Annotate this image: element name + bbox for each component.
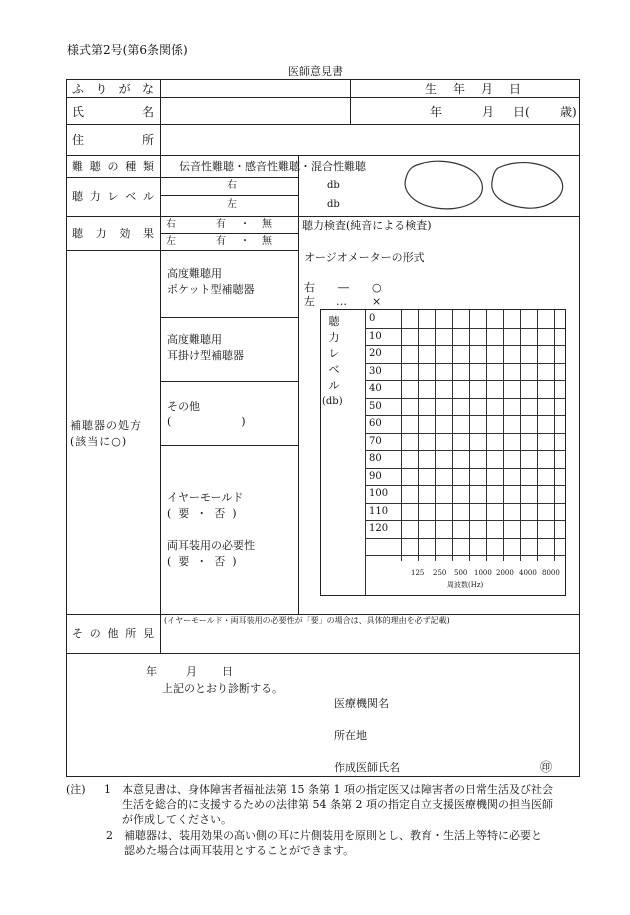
note2-line1: 補聴器は、装用効果の高い側の耳に片側装用を原則とし、教育・生活上等特に必要と xyxy=(124,829,542,842)
audiometer-label: オージオメーターの形式 xyxy=(304,251,425,264)
db-tick-label: 10 xyxy=(369,331,382,342)
diag-day: 日 xyxy=(222,665,233,678)
db-tick-label: 100 xyxy=(369,488,389,499)
grid-col-line xyxy=(435,310,436,561)
db-tick-label: 90 xyxy=(369,471,382,482)
grid-row-line xyxy=(365,450,565,451)
effect-left-label: 左 xyxy=(166,236,176,247)
test-title: 聴力検査(純音による検査) xyxy=(302,219,432,232)
effect-left-dot: ・ xyxy=(240,236,250,247)
other-line2[interactable]: ( ) xyxy=(167,415,246,428)
freq-tick-label: 4000 xyxy=(519,569,537,577)
grid-col-line xyxy=(418,310,419,561)
effect-left-no[interactable]: 無 xyxy=(262,236,272,247)
diag-month: 月 xyxy=(186,665,197,678)
type-label: 難 聴 の 種 類 xyxy=(72,160,154,173)
location-label: 所在地 xyxy=(334,729,367,742)
effect-label: 聴 力 効 果 xyxy=(72,227,154,240)
grid-col-line xyxy=(452,310,453,561)
effect-right-dot: ・ xyxy=(240,219,250,230)
ear-line1: 高度難聴用 xyxy=(167,333,222,346)
name-label: 氏 名 xyxy=(72,105,154,119)
grid-col-line xyxy=(537,310,538,561)
birth-date-label: 生 年 月 日 xyxy=(425,82,521,96)
address-label: 住 所 xyxy=(72,133,154,147)
mold-line2[interactable]: ( 要 ・ 否 ) xyxy=(167,507,237,520)
note1-line2: 生活を総合的に支援するための法律第 54 条第 2 項の指定自立支援医療機関の担当医師 xyxy=(122,798,553,811)
form-title: 医師意見書 xyxy=(288,65,343,78)
db-tick-label: 80 xyxy=(369,453,382,464)
grid-row-line xyxy=(365,433,565,434)
ear-line2[interactable]: 耳掛け型補聴器 xyxy=(167,349,244,362)
grid-row-line xyxy=(365,468,565,469)
grid-row-line xyxy=(365,520,565,521)
grid-row-line xyxy=(365,345,565,346)
freq-tick-label: 250 xyxy=(433,569,447,577)
grid-col-line xyxy=(469,310,470,561)
db-tick-label: 30 xyxy=(369,366,382,377)
legend-left-label: 左 xyxy=(304,295,315,308)
doctor-label: 作成医師氏名 xyxy=(334,761,400,774)
db-tick-label: 70 xyxy=(369,436,382,447)
db-tick-label: 110 xyxy=(369,506,389,517)
legend-right-mark: ○ xyxy=(372,281,382,294)
address-field[interactable] xyxy=(160,124,580,155)
grid-row-line xyxy=(365,555,565,556)
db-tick-label: 40 xyxy=(369,383,382,394)
seal-mark: ㊞ xyxy=(540,760,553,774)
grid-row-line xyxy=(365,328,565,329)
freq-axis-label: 周波数(Hz) xyxy=(447,581,484,589)
grid-col-line xyxy=(554,310,555,561)
note1-number: 1 xyxy=(104,783,111,796)
prescription-sub: (該当に○) xyxy=(70,435,128,448)
both-line1: 両耳装用の必要性 xyxy=(167,539,255,552)
freq-tick-label: 2000 xyxy=(496,569,514,577)
pocket-line2[interactable]: ポケット型補聴器 xyxy=(167,283,255,296)
note2-line2: 認めた場合は両耳装用とすることができます。 xyxy=(124,844,355,857)
level-right-unit: db xyxy=(327,180,340,191)
grid-row-line xyxy=(365,485,565,486)
ear-drawing xyxy=(400,158,570,212)
level-label: 聴 力 レ ベ ル xyxy=(72,190,154,203)
level-axis-label: 聴 力 レ ベ ル (db) xyxy=(322,315,343,407)
freq-tick-label: 500 xyxy=(454,569,468,577)
name-year: 年 xyxy=(430,105,443,119)
other-opinion-note: (イヤーモールド・両耳装用の必要性が「要」の場合は、具体的理由を必ず記載) xyxy=(164,616,450,625)
effect-right-label: 右 xyxy=(166,219,176,230)
other-opinion-label: そ の 他 所 見 xyxy=(72,627,154,640)
grid-row-line xyxy=(365,380,565,381)
notes-label: (注) xyxy=(66,783,86,796)
note2-number: 2 xyxy=(106,829,113,842)
grid-col-line xyxy=(401,310,402,561)
grid-col-line xyxy=(486,310,487,561)
grid-row-line xyxy=(365,398,565,399)
db-tick-label: 20 xyxy=(369,348,382,359)
effect-right-yes[interactable]: 有 xyxy=(216,219,226,230)
name-field[interactable] xyxy=(160,97,580,124)
effect-right-no[interactable]: 無 xyxy=(262,219,272,230)
freq-tick-label: 1000 xyxy=(474,569,492,577)
grid-row-line xyxy=(365,538,565,539)
db-tick-label: 50 xyxy=(369,401,382,412)
diag-statement: 上記のとおり診断する。 xyxy=(162,682,283,695)
both-line2[interactable]: ( 要 ・ 否 ) xyxy=(167,555,237,568)
mold-line1: イヤーモールド xyxy=(167,491,244,504)
institution-label: 医療機関名 xyxy=(334,697,389,710)
level-left-unit: db xyxy=(327,199,340,210)
name-month: 月 xyxy=(482,105,495,119)
legend-left-mark: × xyxy=(372,295,382,308)
grid-col-line xyxy=(503,310,504,561)
grid-row-line xyxy=(365,363,565,364)
other-opinion-field[interactable] xyxy=(160,628,580,653)
freq-tick-label: 8000 xyxy=(542,569,560,577)
effect-left-yes[interactable]: 有 xyxy=(216,236,226,247)
name-day: 日( xyxy=(513,105,530,119)
grid-row-line xyxy=(365,415,565,416)
diag-year: 年 xyxy=(146,665,157,678)
prescription-label: 補聴器の処方 xyxy=(70,419,142,432)
note1-line3: が作成してください。 xyxy=(122,813,232,826)
audiogram xyxy=(320,309,566,596)
grid-row-line xyxy=(365,503,565,504)
db-tick-label: 120 xyxy=(369,523,389,534)
grid-col-line xyxy=(365,310,366,595)
other-line1[interactable]: その他 xyxy=(167,400,200,413)
form-number: 様式第2号(第6条関係) xyxy=(67,43,188,57)
grid-col-line xyxy=(520,310,521,561)
note1-line1: 本意見書は、身体障害者福祉法第 15 条第 1 項の指定医又は障害者の日常生活及び社会 xyxy=(122,783,553,796)
legend-left-line: … xyxy=(336,295,347,308)
level-right-label: 右 xyxy=(227,180,237,191)
type-options[interactable]: 伝音性難聴・感音性難聴・混合性難聴 xyxy=(179,160,366,173)
name-age: 歳) xyxy=(560,105,577,119)
legend-right-line: ― xyxy=(338,281,349,294)
legend-right-label: 右 xyxy=(304,281,315,294)
pocket-line1: 高度難聴用 xyxy=(167,267,222,280)
level-left-label: 左 xyxy=(227,199,237,210)
db-tick-label: 60 xyxy=(369,418,382,429)
freq-tick-label: 125 xyxy=(411,569,425,577)
db-tick-label: 0 xyxy=(369,313,376,324)
furigana-label: ふ り が な xyxy=(72,82,154,96)
